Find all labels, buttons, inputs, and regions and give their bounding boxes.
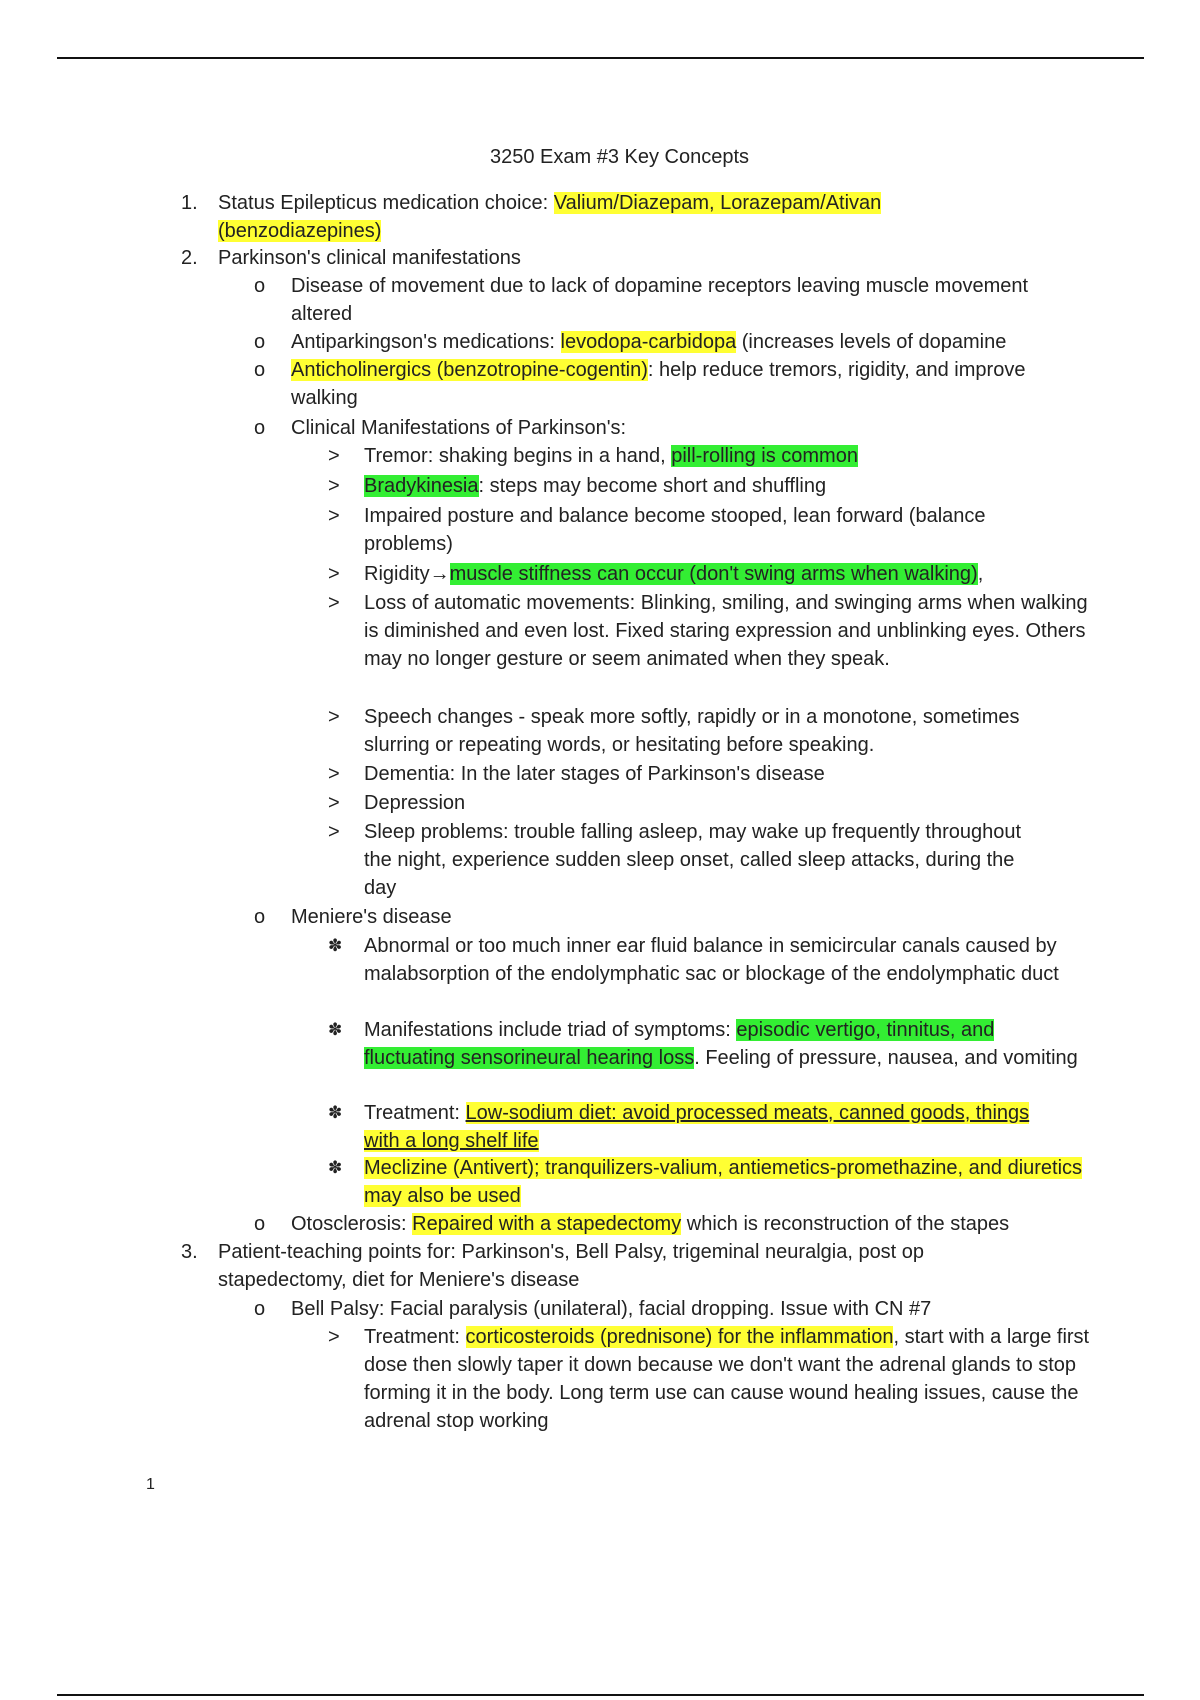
list-number: 3.	[181, 1241, 198, 1263]
highlight: Repaired with a stapedectomy	[412, 1213, 682, 1235]
arrow-marker: >	[328, 475, 340, 497]
list-item: Abnormal or too much inner ear fluid balance in semicircular canals caused by malabsorption of the endolymphatic sac or blockage of the endolymphatic duct	[364, 935, 1059, 985]
list-item: Patient-teaching points for: Parkinson's, Bell Palsy, trigeminal neuralgia, post op stapedectomy, diet for Meniere's disease	[218, 1241, 925, 1291]
highlight: Valium/Diazepam, Lorazepam/Ativan (benzodiazepines)	[218, 192, 882, 242]
highlight: pill-rolling is common	[671, 445, 858, 467]
bullet-marker: o	[254, 359, 266, 381]
bullet-marker: o	[254, 275, 266, 297]
highlight: Meclizine (Antivert); tranquilizers-valium, antiemetics-promethazine, and diuretics may also be used	[364, 1157, 1083, 1207]
list-item: Otosclerosis: Repaired with a stapedectomy which is reconstruction of the stapes	[291, 1213, 1010, 1235]
list-item: Clinical Manifestations of Parkinson's:	[291, 417, 627, 439]
page-number: 1	[146, 1476, 155, 1493]
list-item: Impaired posture and balance become stooped, lean forward (balance problems)	[364, 505, 986, 555]
list-item: Treatment: Low-sodium diet: avoid processed meats, canned goods, things with a long shelf life	[364, 1102, 1030, 1152]
top-border-line	[57, 57, 1144, 59]
arrow-marker: >	[328, 445, 340, 467]
list-item: Bell Palsy: Facial paralysis (unilateral), facial dropping. Issue with CN #7	[291, 1298, 932, 1320]
list-item: Dementia: In the later stages of Parkinson's disease	[364, 763, 825, 785]
list-item: Parkinson's clinical manifestations	[218, 247, 521, 269]
gear-bullet-icon: ✽	[328, 1103, 343, 1122]
bullet-marker: o	[254, 417, 266, 439]
list-item: Disease of movement due to lack of dopamine receptors leaving muscle movement altered	[291, 275, 1029, 325]
arrow-marker: >	[328, 706, 340, 728]
bullet-marker: o	[254, 331, 266, 353]
highlight: Low-sodium diet: avoid processed meats, canned goods, things with a long shelf life	[364, 1102, 1030, 1152]
arrow-marker: >	[328, 821, 340, 843]
list-item: Antiparkingson's medications: levodopa-carbidopa (increases levels of dopamine	[291, 331, 1007, 353]
gear-bullet-icon: ✽	[328, 936, 343, 955]
document-title: 3250 Exam #3 Key Concepts	[489, 146, 750, 168]
list-item: Tremor: shaking begins in a hand, pill-rolling is common	[364, 445, 858, 467]
highlight: levodopa-carbidopa	[560, 331, 737, 353]
arrow-marker: >	[328, 505, 340, 527]
highlight: Anticholinergics (benzotropine-cogentin)	[291, 359, 648, 381]
list-item: Manifestations include triad of symptoms: episodic vertigo, tinnitus, and fluctuating sensorineural hearing loss. Feeling of pressure, nausea, and vomiting	[364, 1019, 1078, 1069]
highlight: muscle stiffness can occur (don't swing arms when walking)	[449, 563, 978, 585]
list-item: Status Epilepticus medication choice: Valium/Diazepam, Lorazepam/Ativan (benzodiazepines)	[218, 192, 882, 242]
list-item: Rigidity→muscle stiffness can occur (don't swing arms when walking),	[364, 563, 984, 585]
bullet-marker: o	[254, 1213, 266, 1235]
arrow-marker: >	[328, 792, 340, 814]
arrow-marker: >	[328, 563, 340, 585]
list-item: Treatment: corticosteroids (prednisone) for the inflammation, start with a large first dose then slowly taper it down because we don't want the adrenal glands to stop forming it in the body. Long term use can cause wound healing issues, cause the adrenal stop working	[364, 1326, 1090, 1432]
highlight: episodic vertigo, tinnitus, and fluctuating sensorineural hearing loss	[364, 1019, 995, 1069]
list-number: 2.	[181, 247, 198, 269]
arrow-marker: >	[328, 763, 340, 785]
bullet-marker: o	[254, 1298, 266, 1320]
list-item	[364, 1154, 1084, 1210]
list-item: Sleep problems: trouble falling asleep, may wake up frequently throughout the night, experience sudden sleep onset, called sleep attacks, during the day	[364, 821, 1022, 899]
bullet-marker: o	[254, 906, 266, 928]
highlight: corticosteroids (prednisone) for the inflammation	[465, 1326, 894, 1348]
list-item: Meniere's disease	[291, 906, 452, 928]
list-item: Loss of automatic movements: Blinking, smiling, and swinging arms when walking is diminished and even lost. Fixed staring expression and unblinking eyes. Others may no longer gesture or seem animated when they speak.	[364, 592, 1088, 670]
arrow-marker: >	[328, 592, 340, 614]
list-number: 1.	[181, 192, 198, 214]
list-item: Depression	[364, 792, 466, 814]
bottom-border-line	[57, 1694, 1144, 1696]
gear-bullet-icon: ✽	[328, 1158, 343, 1177]
gear-bullet-icon: ✽	[328, 1020, 343, 1039]
highlight: Bradykinesia	[364, 475, 479, 497]
list-item: Anticholinergics (benzotropine-cogentin): help reduce tremors, rigidity, and improve walking	[291, 359, 1026, 409]
list-item: Bradykinesia: steps may become short and shuffling	[364, 475, 827, 497]
arrow-marker: >	[328, 1326, 340, 1348]
list-item: Speech changes - speak more softly, rapidly or in a monotone, sometimes slurring or repeating words, or hesitating before speaking.	[364, 706, 1020, 756]
